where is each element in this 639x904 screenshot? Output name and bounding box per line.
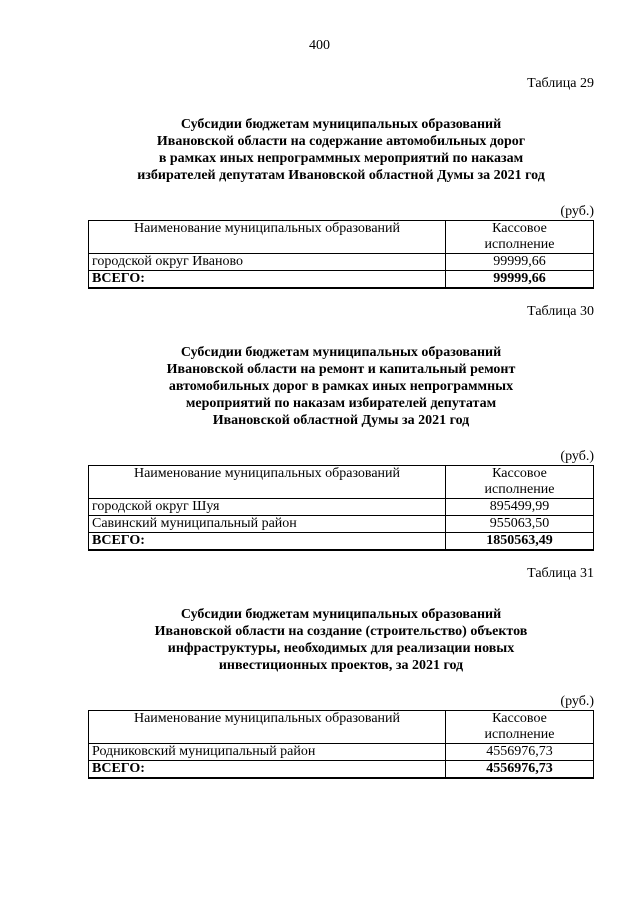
title-line: инфраструктуры, необходимых для реализации новых <box>167 641 515 656</box>
total-label: ВСЕГО: <box>89 271 446 289</box>
total-amount: 4556976,73 <box>446 761 594 779</box>
title-line: Субсидии бюджетам муниципальных образований <box>180 607 502 622</box>
title-line: Ивановской области на ремонт и капитальный ремонт <box>166 362 516 377</box>
header-amount <box>446 711 594 744</box>
header-amount-line: исполнение <box>484 237 555 252</box>
unit-label: (руб.) <box>560 204 594 219</box>
table-row <box>89 499 594 516</box>
table-label: Таблица 29 <box>527 76 594 91</box>
data-table <box>88 465 594 551</box>
table-row <box>89 254 594 271</box>
row-amount: 99999,66 <box>446 254 594 271</box>
data-table <box>88 220 594 289</box>
header-amount <box>446 466 594 499</box>
header-amount <box>446 221 594 254</box>
table-row <box>89 516 594 533</box>
table-title <box>88 116 594 184</box>
row-amount: 955063,50 <box>446 516 594 533</box>
row-name: городской округ Иваново <box>89 254 446 271</box>
row-amount: 895499,99 <box>446 499 594 516</box>
header-amount-line: Кассовое <box>492 221 547 236</box>
total-row <box>89 761 594 779</box>
data-table <box>88 710 594 779</box>
total-row <box>89 271 594 289</box>
row-name: Родниковский муниципальный район <box>89 744 446 761</box>
total-amount: 1850563,49 <box>446 533 594 551</box>
header-amount-line: Кассовое <box>492 711 547 726</box>
header-row <box>89 711 594 744</box>
total-label: ВСЕГО: <box>89 533 446 551</box>
table-label: Таблица 31 <box>527 566 594 581</box>
table-title <box>88 344 594 429</box>
header-name: Наименование муниципальных образований <box>89 466 446 499</box>
table-label: Таблица 30 <box>527 304 594 319</box>
table-29-section <box>88 76 594 289</box>
title-line: Ивановской областной Думы за 2021 год <box>212 413 470 428</box>
header-amount-line: исполнение <box>484 482 555 497</box>
table-31-section <box>88 566 594 779</box>
title-line: Субсидии бюджетам муниципальных образований <box>180 117 502 132</box>
unit-label: (руб.) <box>560 449 594 464</box>
table-row <box>89 744 594 761</box>
page-number: 400 <box>309 38 330 53</box>
header-name: Наименование муниципальных образований <box>89 221 446 254</box>
header-row <box>89 466 594 499</box>
table-30-section <box>88 304 594 551</box>
header-amount-line: исполнение <box>484 727 555 742</box>
title-line: автомобильных дорог в рамках иных непрограммных <box>168 379 514 394</box>
title-line: мероприятий по наказам избирателей депутатам <box>185 396 497 411</box>
header-name: Наименование муниципальных образований <box>89 711 446 744</box>
header-row <box>89 221 594 254</box>
title-line: Ивановской области на содержание автомобильных дорог <box>156 134 526 149</box>
row-name: городской округ Шуя <box>89 499 446 516</box>
title-line: инвестиционных проектов, за 2021 год <box>218 658 464 673</box>
row-name: Савинский муниципальный район <box>89 516 446 533</box>
header-amount-line: Кассовое <box>492 466 547 481</box>
row-amount: 4556976,73 <box>446 744 594 761</box>
total-row <box>89 533 594 551</box>
table-title <box>88 606 594 674</box>
title-line: Субсидии бюджетам муниципальных образований <box>180 345 502 360</box>
total-label: ВСЕГО: <box>89 761 446 779</box>
title-line: в рамках иных непрограммных мероприятий по наказам <box>158 151 524 166</box>
title-line: Ивановской области на создание (строительство) объектов <box>154 624 528 639</box>
title-line: избирателей депутатам Ивановской областной Думы за 2021 год <box>137 168 545 183</box>
total-amount: 99999,66 <box>446 271 594 289</box>
unit-label: (руб.) <box>560 694 594 709</box>
